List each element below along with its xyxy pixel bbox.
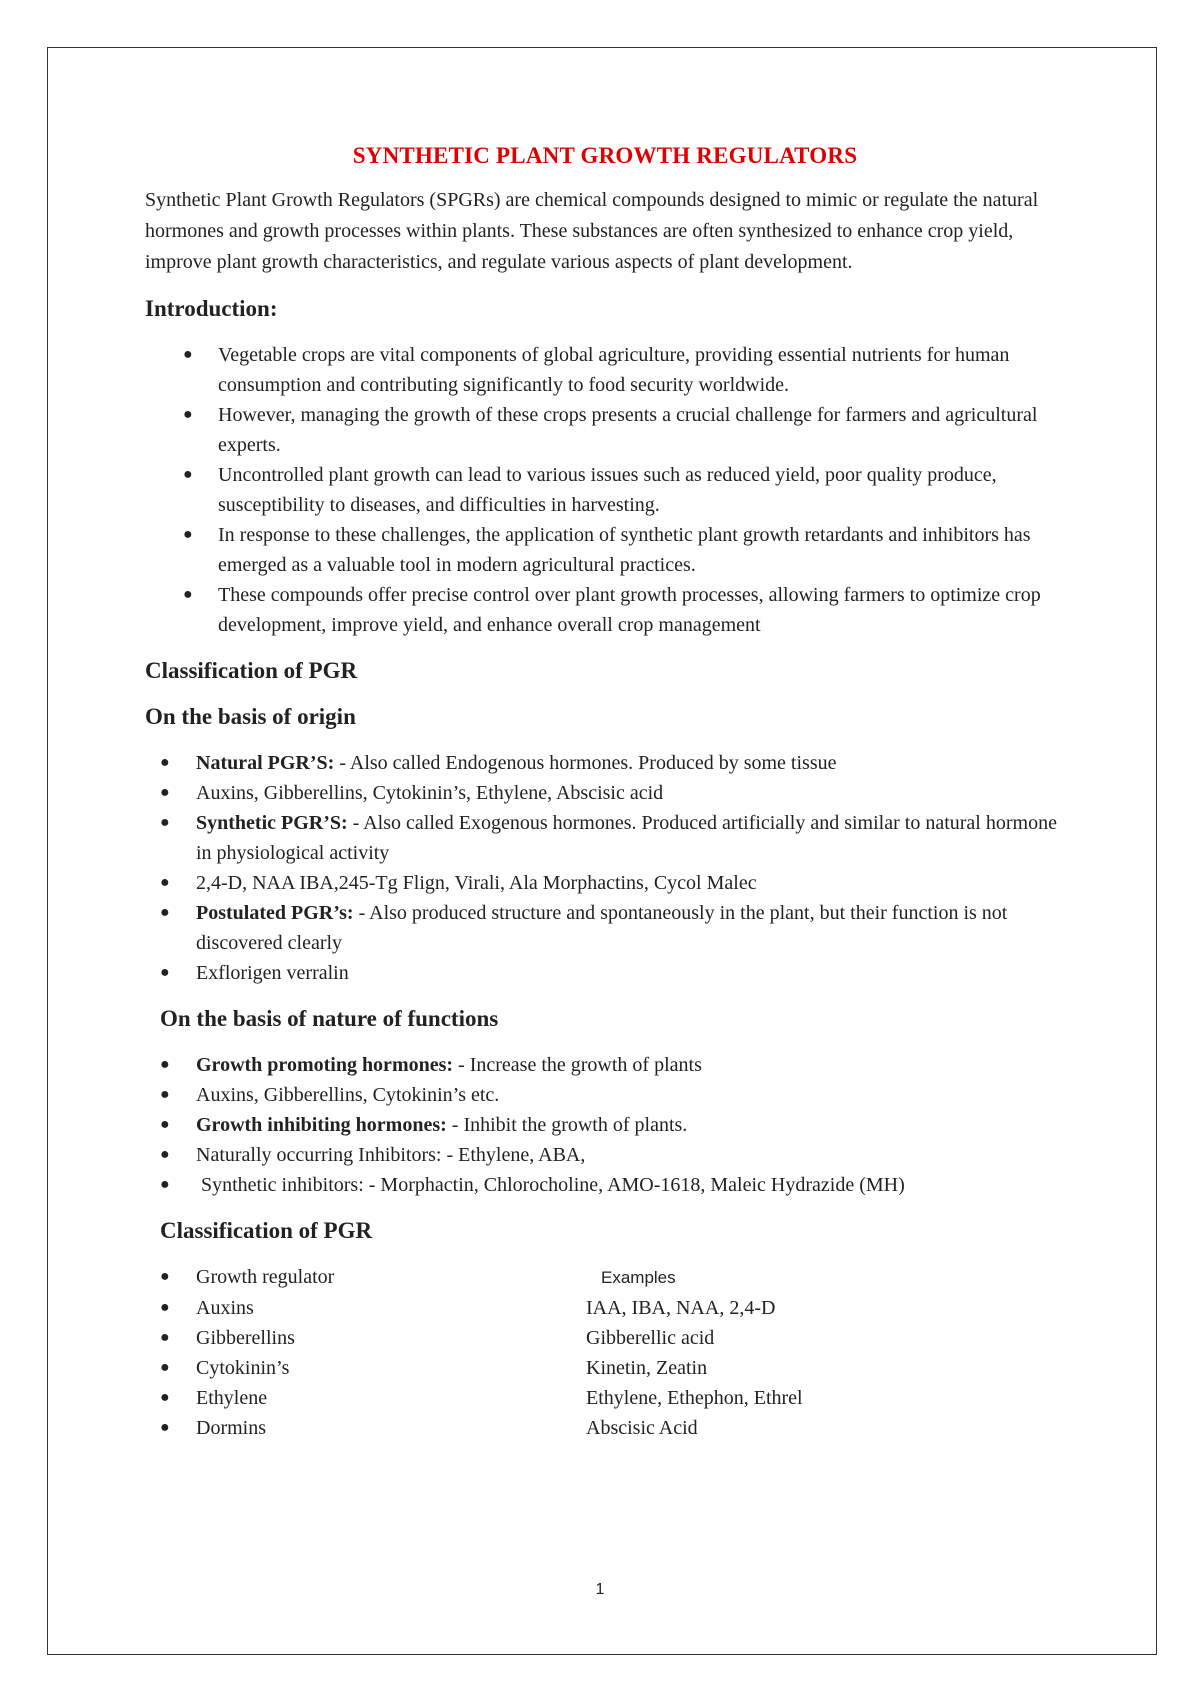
introduction-heading: Introduction: [145,296,278,321]
table-row [145,1383,1065,1413]
bullet-icon: ● [160,1329,170,1346]
bullet-icon: ● [160,1056,170,1073]
regulator-cell: Gibberellins [196,1327,295,1349]
list-item: ● Auxins, Gibberellins, Cytokinin’s etc. [145,1080,1065,1110]
table-row [145,1293,1065,1323]
examples-cell: Ethylene, Ethephon, Ethrel [586,1387,803,1409]
list-item: ● Growth promoting hormones: - Increase the growth of plants [145,1050,1065,1080]
regulator-cell: Ethylene [196,1387,268,1409]
regulator-cell: Growth regulator [196,1266,335,1288]
bullet-icon: ● [160,1086,170,1103]
list-item: ● Natural PGR’S: - Also called Endogenous hormones. Produced by some tissue [145,748,1065,778]
list-item: ● Postulated PGR’s: - Also produced structure and spontaneously in the plant, but their function is not discovered clearly [145,898,1065,958]
list-item: ● Uncontrolled plant growth can lead to various issues such as reduced yield, poor quality produce, susceptibility to diseases, and difficulties in harvesting. [145,460,1065,520]
list-item: ● Growth inhibiting hormones: - Inhibit the growth of plants. [145,1110,1065,1140]
table-row [145,1353,1065,1383]
introduction-list [145,340,1065,640]
bullet-icon: ● [160,784,170,801]
list-item: ● Synthetic PGR’S: - Also called Exogenous hormones. Produced artificially and similar to natural hormone in physiological activity [145,808,1065,868]
list-item: ● Naturally occurring Inhibitors: - Ethylene, ABA, [145,1140,1065,1170]
bullet-icon: ● [160,1176,170,1193]
table-row [145,1413,1065,1443]
list-item: ● In response to these challenges, the application of synthetic plant growth retardants and inhibitors has emerged as a valuable tool in modern agricultural practices. [145,520,1065,580]
page-title: SYNTHETIC PLANT GROWTH REGULATORS [352,143,858,168]
bullet-icon: ● [160,1268,170,1285]
examples-cell: Kinetin, Zeatin [586,1357,708,1379]
intro-paragraph: Synthetic Plant Growth Regulators (SPGRs) are chemical compounds designed to mimic or regulate the natural hormones and growth processes within plants. These substances are often synthesized to enhance crop yield, improve plant growth characteristics, and regulate various aspects of plant development. [145,189,1039,273]
document-body [145,143,1065,1459]
examples-cell: IAA, IBA, NAA, 2,4-D [586,1297,776,1319]
classification-heading: Classification of PGR [145,658,358,683]
bullet-icon: ● [160,1359,170,1376]
page-number: 1 [595,1581,605,1598]
bullet-icon: ● [160,754,170,771]
bullet-icon: ● [183,586,193,603]
bullet-icon: ● [183,526,193,543]
bullet-icon: ● [183,466,193,483]
bullet-icon: ● [160,1299,170,1316]
regulator-cell: Cytokinin’s [196,1357,290,1379]
examples-cell: Gibberellic acid [586,1327,715,1349]
bullet-icon: ● [160,904,170,921]
regulator-examples-list [145,1262,1065,1443]
regulator-cell: Auxins [196,1297,254,1319]
regulator-cell: Dormins [196,1417,266,1439]
origin-list [145,748,1065,988]
bullet-icon: ● [183,346,193,363]
classification-table-heading: Classification of PGR [160,1218,373,1243]
list-item: ● Vegetable crops are vital components of global agriculture, providing essential nutrients for human consumption and contributing significantly to food security worldwide. [145,340,1065,400]
examples-cell: Examples [601,1268,676,1287]
functions-heading: On the basis of nature of functions [160,1006,499,1031]
list-item: ● However, managing the growth of these crops presents a crucial challenge for farmers and agricultural experts. [145,400,1065,460]
bullet-icon: ● [160,1146,170,1163]
origin-heading: On the basis of origin [145,704,356,729]
bullet-icon: ● [183,406,193,423]
list-item: ● Synthetic inhibitors: - Morphactin, Chlorocholine, AMO-1618, Maleic Hydrazide (MH) [145,1170,1065,1200]
bullet-icon: ● [160,964,170,981]
list-item: ● Auxins, Gibberellins, Cytokinin’s, Ethylene, Abscisic acid [145,778,1065,808]
functions-list [145,1050,1065,1200]
bullet-icon: ● [160,1419,170,1436]
bullet-icon: ● [160,1389,170,1406]
bullet-icon: ● [160,874,170,891]
bullet-icon: ● [160,1116,170,1133]
table-row [145,1323,1065,1353]
bullet-icon: ● [160,814,170,831]
examples-cell: Abscisic Acid [586,1417,698,1439]
list-item: ● These compounds offer precise control over plant growth processes, allowing farmers to optimize crop development, improve yield, and enhance overall crop management [145,580,1065,640]
list-item: ● Exflorigen verralin [145,958,1065,988]
list-item: ● 2,4-D, NAA IBA,245-Tg Flign, Virali, Ala Morphactins, Cycol Malec [145,868,1065,898]
table-row [145,1262,1065,1293]
